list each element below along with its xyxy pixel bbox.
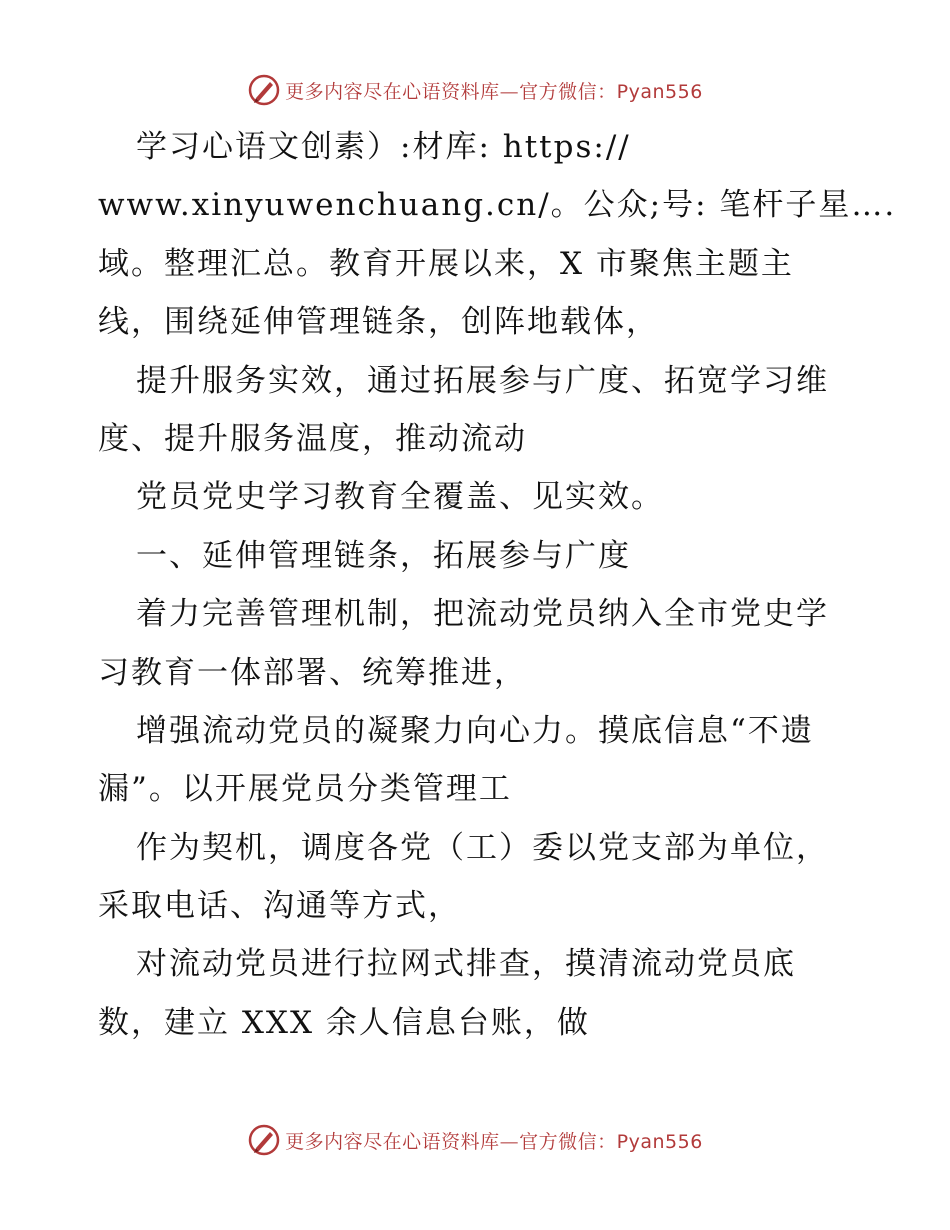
body-line: 域。整理汇总。教育开展以来，X 市聚焦主题主 (98, 245, 794, 282)
body-line: 增强流动党员的凝聚力向心力。摸底信息“不遗 (136, 712, 814, 749)
body-line: 数，建立 XXX 余人信息台账，做 (98, 1004, 590, 1041)
body-line: 度、提升服务温度，推动流动 (98, 420, 527, 457)
body-line: 线，围绕延伸管理链条，创阵地载体， (98, 304, 659, 341)
document-body (98, 118, 897, 1052)
body-line: 采取电话、沟通等方式， (98, 888, 461, 925)
body-line: 党员党史学习教育全覆盖、见实效。 (136, 479, 664, 516)
body-line: 学习心语文创素）:材库: https:// (136, 129, 631, 165)
section-heading: 一、延伸管理链条，拓展参与广度 (136, 537, 631, 574)
header-banner-contact: 官方微信：Pyan556 (519, 80, 703, 103)
header-banner-separator: — (499, 80, 520, 103)
body-line: 着力完善管理机制，把流动党员纳入全市党史学 (136, 596, 829, 633)
header-banner-text: 更多内容尽在心语资料库 (285, 80, 500, 103)
footer-banner-text: 更多内容尽在心语资料库 (285, 1130, 500, 1153)
body-line: 作为契机，调度各党（工）委以党支部为单位， (136, 829, 829, 866)
footer-banner-separator: — (499, 1130, 520, 1153)
body-line: 提升服务实效，通过拓展参与广度、拓宽学习维 (136, 362, 829, 399)
body-line: 习教育一体部署、统筹推进， (98, 654, 527, 691)
body-line: 漏”。以开展党员分类管理工 (98, 771, 512, 808)
footer-banner (0, 1120, 950, 1160)
header-banner (0, 70, 950, 110)
body-line: 对流动党员进行拉网式排查，摸清流动党员底 (136, 946, 796, 983)
pen-circle-logo-icon (247, 1123, 281, 1157)
pen-circle-logo-icon (247, 73, 281, 107)
body-line: www.xinyuwenchuang.cn/。公众;号: 笔杆子星…. (98, 187, 897, 224)
footer-banner-contact: 官方微信：Pyan556 (519, 1130, 703, 1153)
